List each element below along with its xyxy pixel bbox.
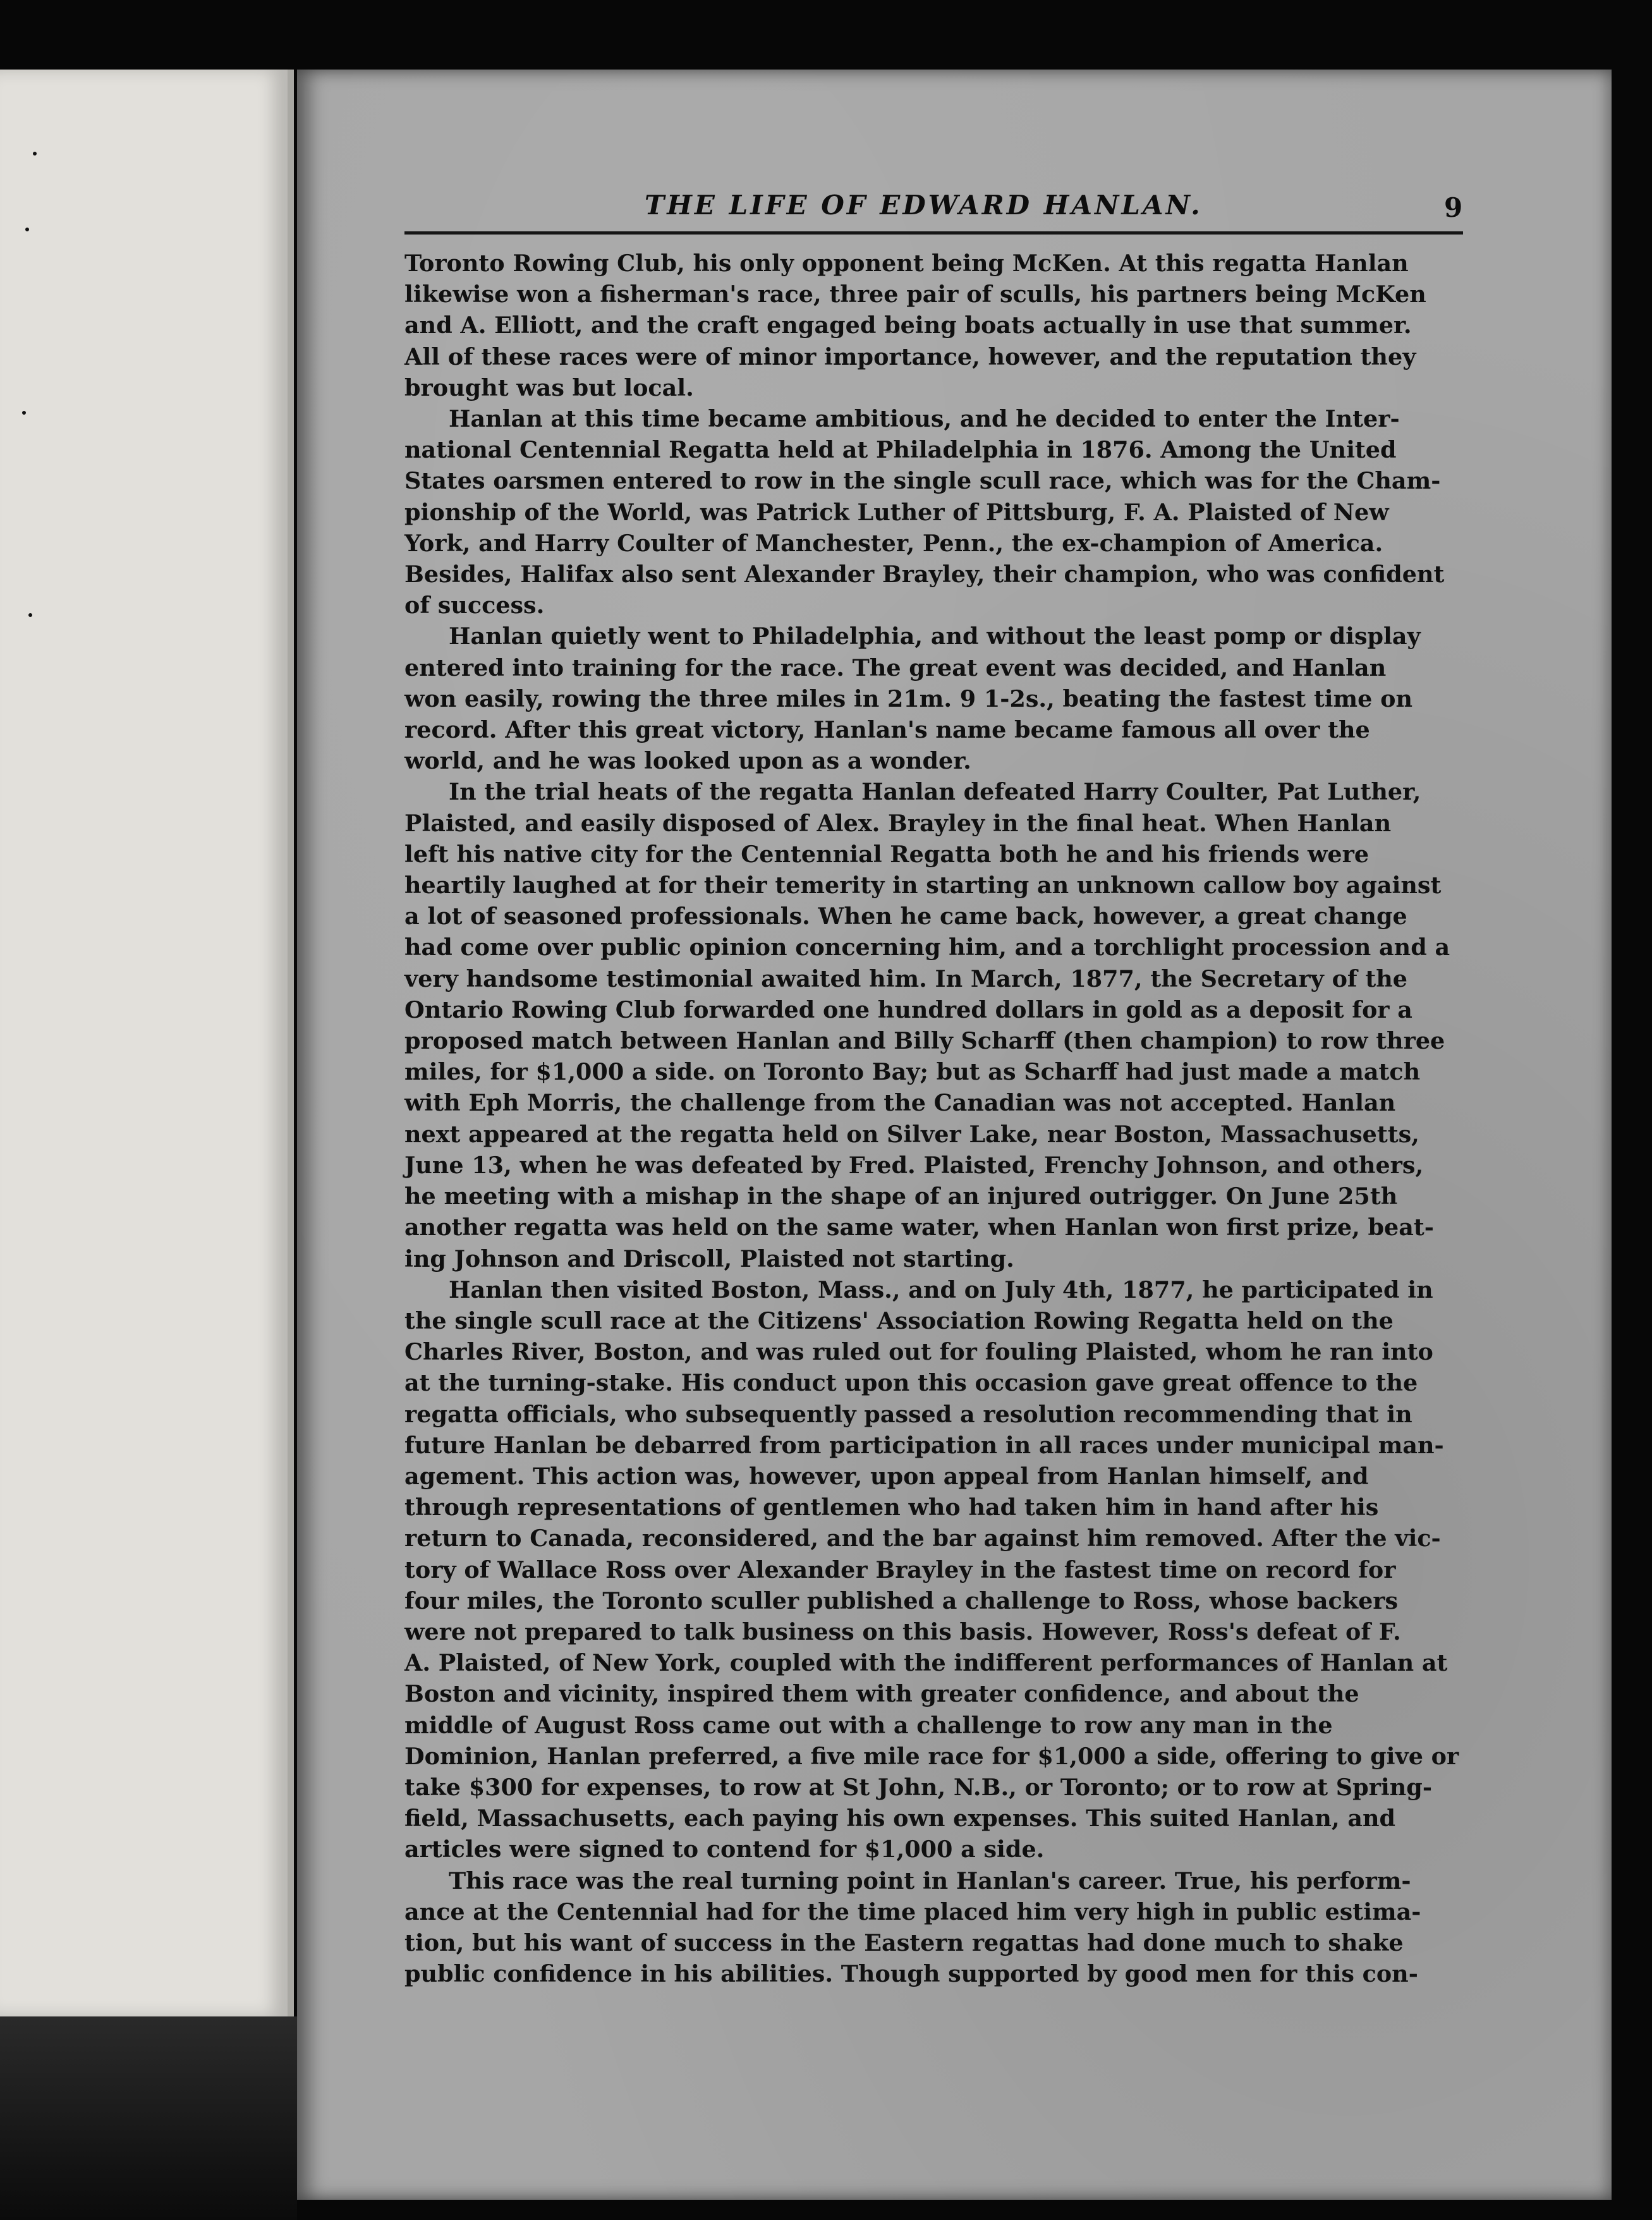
facing-page-edge bbox=[0, 70, 294, 2016]
text-line: agement. This action was, however, upon appeal from Hanlan himself, and bbox=[404, 1462, 1369, 1490]
text-line: the single scull race at the Citizens' Association Rowing Regatta held on the bbox=[404, 1307, 1394, 1334]
paragraph bbox=[404, 621, 1463, 776]
text-line: four miles, the Toronto sculler published a challenge to Ross, whose backers bbox=[404, 1587, 1399, 1614]
text-line: tion, but his want of success in the Eastern regattas had done much to shake bbox=[404, 1929, 1404, 1956]
text-line: York, and Harry Coulter of Manchester, Penn., the ex-champion of America. bbox=[404, 529, 1383, 557]
text-line: Plaisted, and easily disposed of Alex. Brayley in the final heat. When Hanlan bbox=[404, 809, 1392, 837]
text-line: future Hanlan be debarred from participation in all races under municipal man- bbox=[404, 1431, 1444, 1459]
text-line: another regatta was held on the same water, when Hanlan won first prize, beat- bbox=[404, 1214, 1434, 1241]
text-line: Toronto Rowing Club, his only opponent being McKen. At this regatta Hanlan bbox=[404, 250, 1409, 277]
text-line: articles were signed to contend for $1,000 a side. bbox=[404, 1836, 1045, 1863]
header-rule bbox=[404, 231, 1463, 235]
text-line: regatta officials, who subsequently passed a resolution recommending that in bbox=[404, 1400, 1412, 1428]
text-line: field, Massachusetts, each paying his own expenses. This suited Hanlan, and bbox=[404, 1805, 1396, 1833]
text-line: This race was the real turning point in Hanlan's career. True, his perform- bbox=[449, 1867, 1411, 1894]
text-line: heartily laughed at for their temerity in starting an unknown callow boy against bbox=[404, 872, 1442, 900]
text-line: a lot of seasoned professionals. When he came back, however, a great change bbox=[404, 903, 1407, 930]
text-line: Boston and vicinity, inspired them with greater confidence, and about the bbox=[404, 1680, 1359, 1708]
paragraph bbox=[404, 1274, 1463, 1865]
text-line: with Eph Morris, the challenge from the Canadian was not accepted. Hanlan bbox=[404, 1089, 1396, 1117]
paragraph bbox=[404, 403, 1463, 621]
text-line: next appeared at the regatta held on Silver Lake, near Boston, Massachusetts, bbox=[404, 1120, 1419, 1148]
page-number: 9 bbox=[1444, 192, 1463, 223]
text-line: won easily, rowing the three miles in 21m. 9 1-2s., beating the fastest time on bbox=[404, 685, 1412, 712]
running-head: THE LIFE OF EDWARD HANLAN. bbox=[645, 190, 1203, 221]
text-line: brought was but local. bbox=[404, 374, 694, 401]
text-line: Hanlan at this time became ambitious, and he decided to enter the Inter- bbox=[449, 405, 1400, 433]
text-line: had come over public opinion concerning him, and a torchlight procession and a bbox=[404, 934, 1450, 961]
text-line: Ontario Rowing Club forwarded one hundred dollars in gold as a deposit for a bbox=[404, 996, 1412, 1023]
paragraph bbox=[404, 776, 1463, 1274]
text-line: national Centennial Regatta held at Philadelphia in 1876. Among the United bbox=[404, 436, 1397, 464]
text-line: at the turning-stake. His conduct upon this occasion gave great offence to the bbox=[404, 1369, 1418, 1397]
text-line: pionship of the World, was Patrick Luther of Pittsburg, F. A. Plaisted of New bbox=[404, 498, 1389, 526]
text-line: he meeting with a mishap in the shape of an injured outrigger. On June 25th bbox=[404, 1183, 1398, 1211]
text-line: were not prepared to talk business on this basis. However, Ross's defeat of F. bbox=[404, 1618, 1401, 1645]
text-line: of success. bbox=[404, 592, 545, 619]
facing-page-shadow bbox=[0, 2016, 297, 2220]
text-line: June 13, when he was defeated by Fred. Plaisted, Frenchy Johnson, and others, bbox=[404, 1151, 1424, 1179]
text-line: take $300 for expenses, to row at St John, N.B., or Toronto; or to row at Spring- bbox=[404, 1773, 1432, 1801]
text-line: ance at the Centennial had for the time placed him very high in public estima- bbox=[404, 1898, 1421, 1925]
text-line: Charles River, Boston, and was ruled out for fouling Plaisted, whom he ran into bbox=[404, 1338, 1433, 1366]
text-line: public confidence in his abilities. Though supported by good men for this con- bbox=[404, 1960, 1418, 1988]
text-line: likewise won a fisherman's race, three pair of sculls, his partners being McKen bbox=[404, 281, 1426, 308]
text-line: proposed match between Hanlan and Billy Scharff (then champion) to row three bbox=[404, 1027, 1445, 1055]
text-line: miles, for $1,000 a side. on Toronto Bay; but as Scharff had just made a match bbox=[404, 1058, 1421, 1086]
text-line: tory of Wallace Ross over Alexander Brayley in the fastest time on record for bbox=[404, 1556, 1396, 1583]
text-line: through representations of gentlemen who had taken him in hand after his bbox=[404, 1494, 1379, 1522]
text-line: very handsome testimonial awaited him. In March, 1877, the Secretary of the bbox=[404, 965, 1407, 992]
text-line: middle of August Ross came out with a challenge to row any man in the bbox=[404, 1711, 1333, 1739]
body-text bbox=[404, 248, 1463, 1989]
text-line: Hanlan quietly went to Philadelphia, and without the least pomp or display bbox=[449, 623, 1421, 650]
text-line: In the trial heats of the regatta Hanlan defeated Harry Coulter, Pat Luther, bbox=[449, 778, 1421, 806]
text-line: All of these races were of minor importance, however, and the reputation they bbox=[404, 343, 1416, 370]
text-line: A. Plaisted, of New York, coupled with the indifferent performances of Hanlan at bbox=[404, 1649, 1448, 1677]
paragraph bbox=[404, 248, 1463, 403]
text-line: and A. Elliott, and the craft engaged being boats actually in use that summer. bbox=[404, 312, 1412, 339]
text-line: Hanlan then visited Boston, Mass., and on July 4th, 1877, he participated in bbox=[449, 1276, 1433, 1303]
text-line: entered into training for the race. The great event was decided, and Hanlan bbox=[404, 654, 1387, 681]
text-line: Besides, Halifax also sent Alexander Brayley, their champion, who was confident bbox=[404, 561, 1445, 589]
paragraph bbox=[404, 1865, 1463, 1990]
text-line: record. After this great victory, Hanlan's name became famous all over the bbox=[404, 716, 1370, 744]
text-line: Dominion, Hanlan preferred, a five mile race for $1,000 a side, offering to give or bbox=[404, 1742, 1459, 1770]
text-line: left his native city for the Centennial Regatta both he and his friends were bbox=[404, 840, 1370, 868]
text-line: world, and he was looked upon as a wonder. bbox=[404, 747, 971, 775]
text-line: States oarsmen entered to row in the single scull race, which was for the Cham- bbox=[404, 467, 1441, 495]
text-line: return to Canada, reconsidered, and the bar against him removed. After the vic- bbox=[404, 1525, 1441, 1552]
text-line: ing Johnson and Driscoll, Plaisted not starting. bbox=[404, 1245, 1014, 1272]
